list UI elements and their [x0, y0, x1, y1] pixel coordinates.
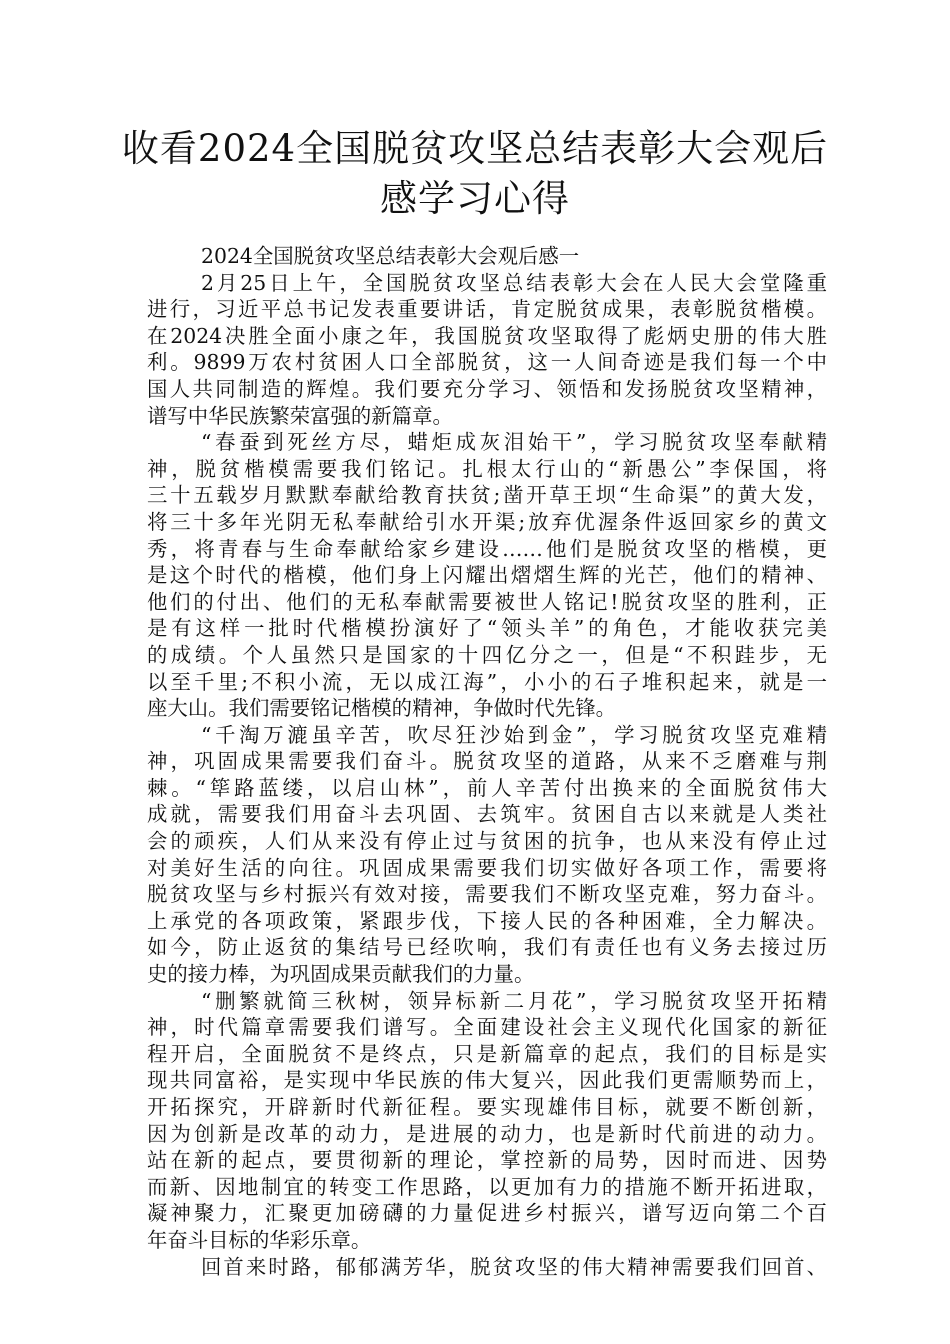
body-line: 而新、因地制宜的转变工作思路，以更加有力的措施不断开拓进取，	[147, 1174, 827, 1199]
body-line: 在2024决胜全面小康之年，我国脱贫攻坚取得了彪炳史册的伟大胜	[147, 323, 827, 348]
body-line: 利。9899万农村贫困人口全部脱贫，这一人间奇迹是我们每一个中	[147, 350, 827, 375]
body-line: 上承党的各项政策，紧跟步伐，下接人民的各种困难，全力解决。	[147, 908, 827, 933]
body-line: 现共同富裕，是实现中华民族的伟大复兴，因此我们更需顺势而上，	[147, 1068, 827, 1093]
body-line: 秀，将青春与生命奉献给家乡建设……他们是脱贫攻坚的楷模，更	[147, 536, 827, 561]
body-line: 神，脱贫楷模需要我们铭记。扎根太行山的“新愚公”李保国，将	[147, 456, 827, 481]
document-title	[120, 124, 830, 224]
title-line-1: 收看2024全国脱贫攻坚总结表彰大会观后	[121, 127, 829, 170]
body-line: 他们的付出、他们的无私奉献需要被世人铭记!脱贫攻坚的胜利，正	[147, 589, 827, 614]
body-line: 会的顽疾，人们从来没有停止过与贫困的抗争，也从来没有停止过	[147, 829, 827, 854]
body-line: 谱写中华民族繁荣富强的新篇章。	[147, 403, 453, 428]
body-line: 2024全国脱贫攻坚总结表彰大会观后感一	[201, 244, 580, 268]
body-line: 棘。“筚路蓝缕，以启山林”，前人辛苦付出换来的全面脱贫伟大	[147, 775, 827, 800]
body-line: 进行，习近平总书记发表重要讲话，肯定脱贫成果，表彰脱贫楷模。	[147, 297, 827, 322]
body-line: “春蚕到死丝方尽，蜡炬成灰泪始干”，学习脱贫攻坚奉献精	[201, 430, 827, 455]
body-line: 程开启，全面脱贫不是终点，只是新篇章的起点，我们的目标是实	[147, 1041, 827, 1066]
body-line: 成就，需要我们用奋斗去巩固、去筑牢。贫困自古以来就是人类社	[147, 802, 827, 827]
body-line: 是这个时代的楷模，他们身上闪耀出熠熠生辉的光芒，他们的精神、	[147, 563, 827, 588]
body-line: 回首来时路，郁郁满芳华，脱贫攻坚的伟大精神需要我们回首、	[201, 1254, 827, 1279]
body-line: 2月25日上午，全国脱贫攻坚总结表彰大会在人民大会堂隆重	[201, 270, 827, 295]
body-line: 因为创新是改革的动力，是进展的动力，也是新时代前进的动力。	[147, 1121, 827, 1146]
body-line: 脱贫攻坚与乡村振兴有效对接，需要我们不断攻坚克难，努力奋斗。	[147, 882, 827, 907]
body-line: “千淘万漉虽辛苦，吹尽狂沙始到金”，学习脱贫攻坚克难精	[201, 722, 827, 747]
body-line: 史的接力棒，为巩固成果贡献我们的力量。	[147, 962, 535, 987]
body-line: 年奋斗目标的华彩乐章。	[147, 1227, 372, 1252]
body-line: 凝神聚力，汇聚更加磅礴的力量促进乡村振兴，谱写迈向第二个百	[147, 1201, 827, 1226]
title-line-2: 感学习心得	[380, 177, 570, 220]
body-line: “删繁就简三秋树，领异标新二月花”，学习脱贫攻坚开拓精	[201, 988, 827, 1013]
body-line: 的成绩。个人虽然只是国家的十四亿分之一，但是“不积跬步，无	[147, 642, 827, 667]
body-line: 以至千里;不积小流，无以成江海”，小小的石子堆积起来，就是一	[147, 669, 827, 694]
body-line: 三十五载岁月默默奉献给教育扶贫;凿开草王坝“生命渠”的黄大发，	[147, 483, 827, 508]
body-line: 座大山。我们需要铭记楷模的精神，争做时代先锋。	[147, 696, 616, 721]
body-line: 对美好生活的向往。巩固成果需要我们切实做好各项工作，需要将	[147, 855, 827, 880]
document-body	[147, 243, 827, 1280]
body-line: 神，巩固成果需要我们奋斗。脱贫攻坚的道路，从来不乏磨难与荆	[147, 749, 827, 774]
body-line: 国人共同制造的辉煌。我们要充分学习、领悟和发扬脱贫攻坚精神，	[147, 376, 827, 401]
body-line: 站在新的起点，要贯彻新的理论，掌控新的局势，因时而进、因势	[147, 1148, 827, 1173]
body-line: 将三十多年光阴无私奉献给引水开渠;放弃优渥条件返回家乡的黄文	[147, 509, 827, 534]
body-line: 是有这样一批时代楷模扮演好了“领头羊”的角色，才能收获完美	[147, 616, 827, 641]
body-line: 神，时代篇章需要我们谱写。全面建设社会主义现代化国家的新征	[147, 1015, 827, 1040]
body-line: 如今，防止返贫的集结号已经吹响，我们有责任也有义务去接过历	[147, 935, 827, 960]
body-line: 开拓探究，开辟新时代新征程。要实现雄伟目标，就要不断创新，	[147, 1095, 827, 1119]
